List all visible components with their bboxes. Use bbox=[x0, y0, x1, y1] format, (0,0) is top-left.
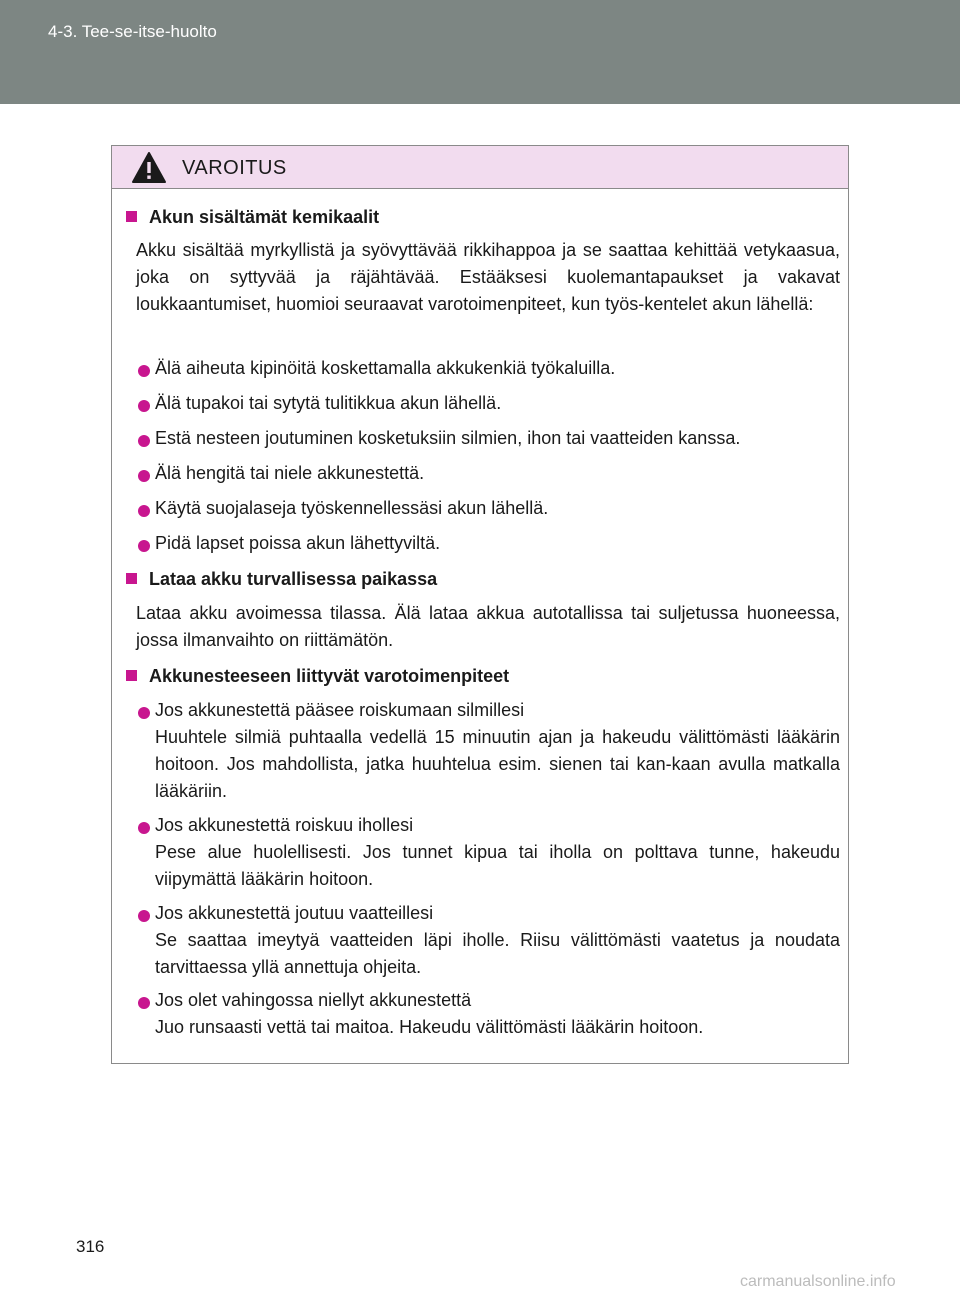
bullet-text: Pese alue huolellisesti. Jos tunnet kipua tai iholla on polttava tunne, hakeudu viipymättä lääkärin hoitoon. bbox=[155, 842, 840, 889]
circle-bullet-icon bbox=[138, 505, 150, 517]
bullet-text: Älä hengitä tai niele akkunestettä. bbox=[155, 463, 425, 483]
square-bullet-icon bbox=[126, 211, 137, 222]
bullet-title: Jos olet vahingossa niellyt akkunestettä bbox=[155, 990, 472, 1010]
bullet-text: Juo runsaasti vettä tai maitoa. Hakeudu välittömästi lääkärin hoitoon. bbox=[155, 1017, 704, 1037]
bullet-text: Käytä suojalaseja työskennellessäsi akun lähellä. bbox=[155, 498, 549, 518]
warning-triangle-icon bbox=[131, 151, 167, 184]
circle-bullet-icon bbox=[138, 400, 150, 412]
bullet-title: Jos akkunestettä joutuu vaatteillesi bbox=[155, 903, 434, 923]
circle-bullet-icon bbox=[138, 822, 150, 834]
bullet-text: Huuhtele silmiä puhtaalla vedellä 15 minuutin ajan ja hakeudu välittömästi lääkärin hoitoon. Jos mahdollista, jatka huuhtelua esim. sienen tai kan-kaan avulla matkalla lääkäriin. bbox=[155, 727, 840, 801]
section-heading: Akkunesteeseen liittyvät varotoimenpiteet bbox=[149, 666, 510, 686]
bullet-text: Pidä lapset poissa akun lähettyviltä. bbox=[155, 533, 441, 553]
watermark: carmanualsonline.info bbox=[740, 1273, 896, 1290]
bullet-title: Jos akkunestettä pääsee roiskumaan silmillesi bbox=[155, 700, 525, 720]
square-bullet-icon bbox=[126, 573, 137, 584]
warning-header bbox=[112, 146, 848, 189]
page-number: 316 bbox=[76, 1237, 105, 1256]
section-body: Lataa akku avoimessa tilassa. Älä lataa akkua autotallissa tai suljetussa huoneessa, jossa ilmanvaihto on riittämätön. bbox=[136, 603, 840, 650]
circle-bullet-icon bbox=[138, 540, 150, 552]
bullet-item bbox=[155, 987, 840, 1041]
bullet-title: Jos akkunestettä roiskuu ihollesi bbox=[155, 815, 414, 835]
circle-bullet-icon bbox=[138, 435, 150, 447]
bullet-text: Älä tupakoi tai sytytä tulitikkua akun lähellä. bbox=[155, 393, 502, 413]
bullet-item bbox=[155, 697, 840, 805]
bullet-item bbox=[155, 900, 840, 981]
circle-bullet-icon bbox=[138, 997, 150, 1009]
circle-bullet-icon bbox=[138, 910, 150, 922]
circle-bullet-icon bbox=[138, 365, 150, 377]
circle-bullet-icon bbox=[138, 707, 150, 719]
warning-box bbox=[111, 145, 849, 1064]
bullet-item bbox=[155, 812, 840, 893]
bullet-text: Estä nesteen joutuminen kosketuksiin silmien, ihon tai vaatteiden kanssa. bbox=[155, 428, 741, 448]
circle-bullet-icon bbox=[138, 470, 150, 482]
square-bullet-icon bbox=[126, 670, 137, 681]
section-body: Akku sisältää myrkyllistä ja syövyttävää rikkihappoa ja se saattaa kehittää vetykaasua, joka on syttyvää ja räjähtävää. Estääksesi kuolemantapaukset ja vakavat loukkaantumiset, huomioi seuraavat varotoimenpiteet, kun työs-kentelet akun lähellä: bbox=[136, 240, 840, 314]
bullet-text: Se saattaa imeytyä vaatteiden läpi iholle. Riisu välittömästi vaatetus ja noudata tarvittaessa yllä annettuja ohjeita. bbox=[155, 930, 840, 977]
section-heading: Lataa akku turvallisessa paikassa bbox=[149, 569, 438, 589]
section-heading: Akun sisältämät kemikaalit bbox=[149, 207, 380, 227]
page-header bbox=[0, 0, 960, 104]
warning-title: VAROITUS bbox=[182, 157, 287, 179]
bullet-text: Älä aiheuta kipinöitä koskettamalla akkukenkiä työkaluilla. bbox=[155, 358, 616, 378]
section-title: 4-3. Tee-se-itse-huolto bbox=[48, 22, 217, 41]
